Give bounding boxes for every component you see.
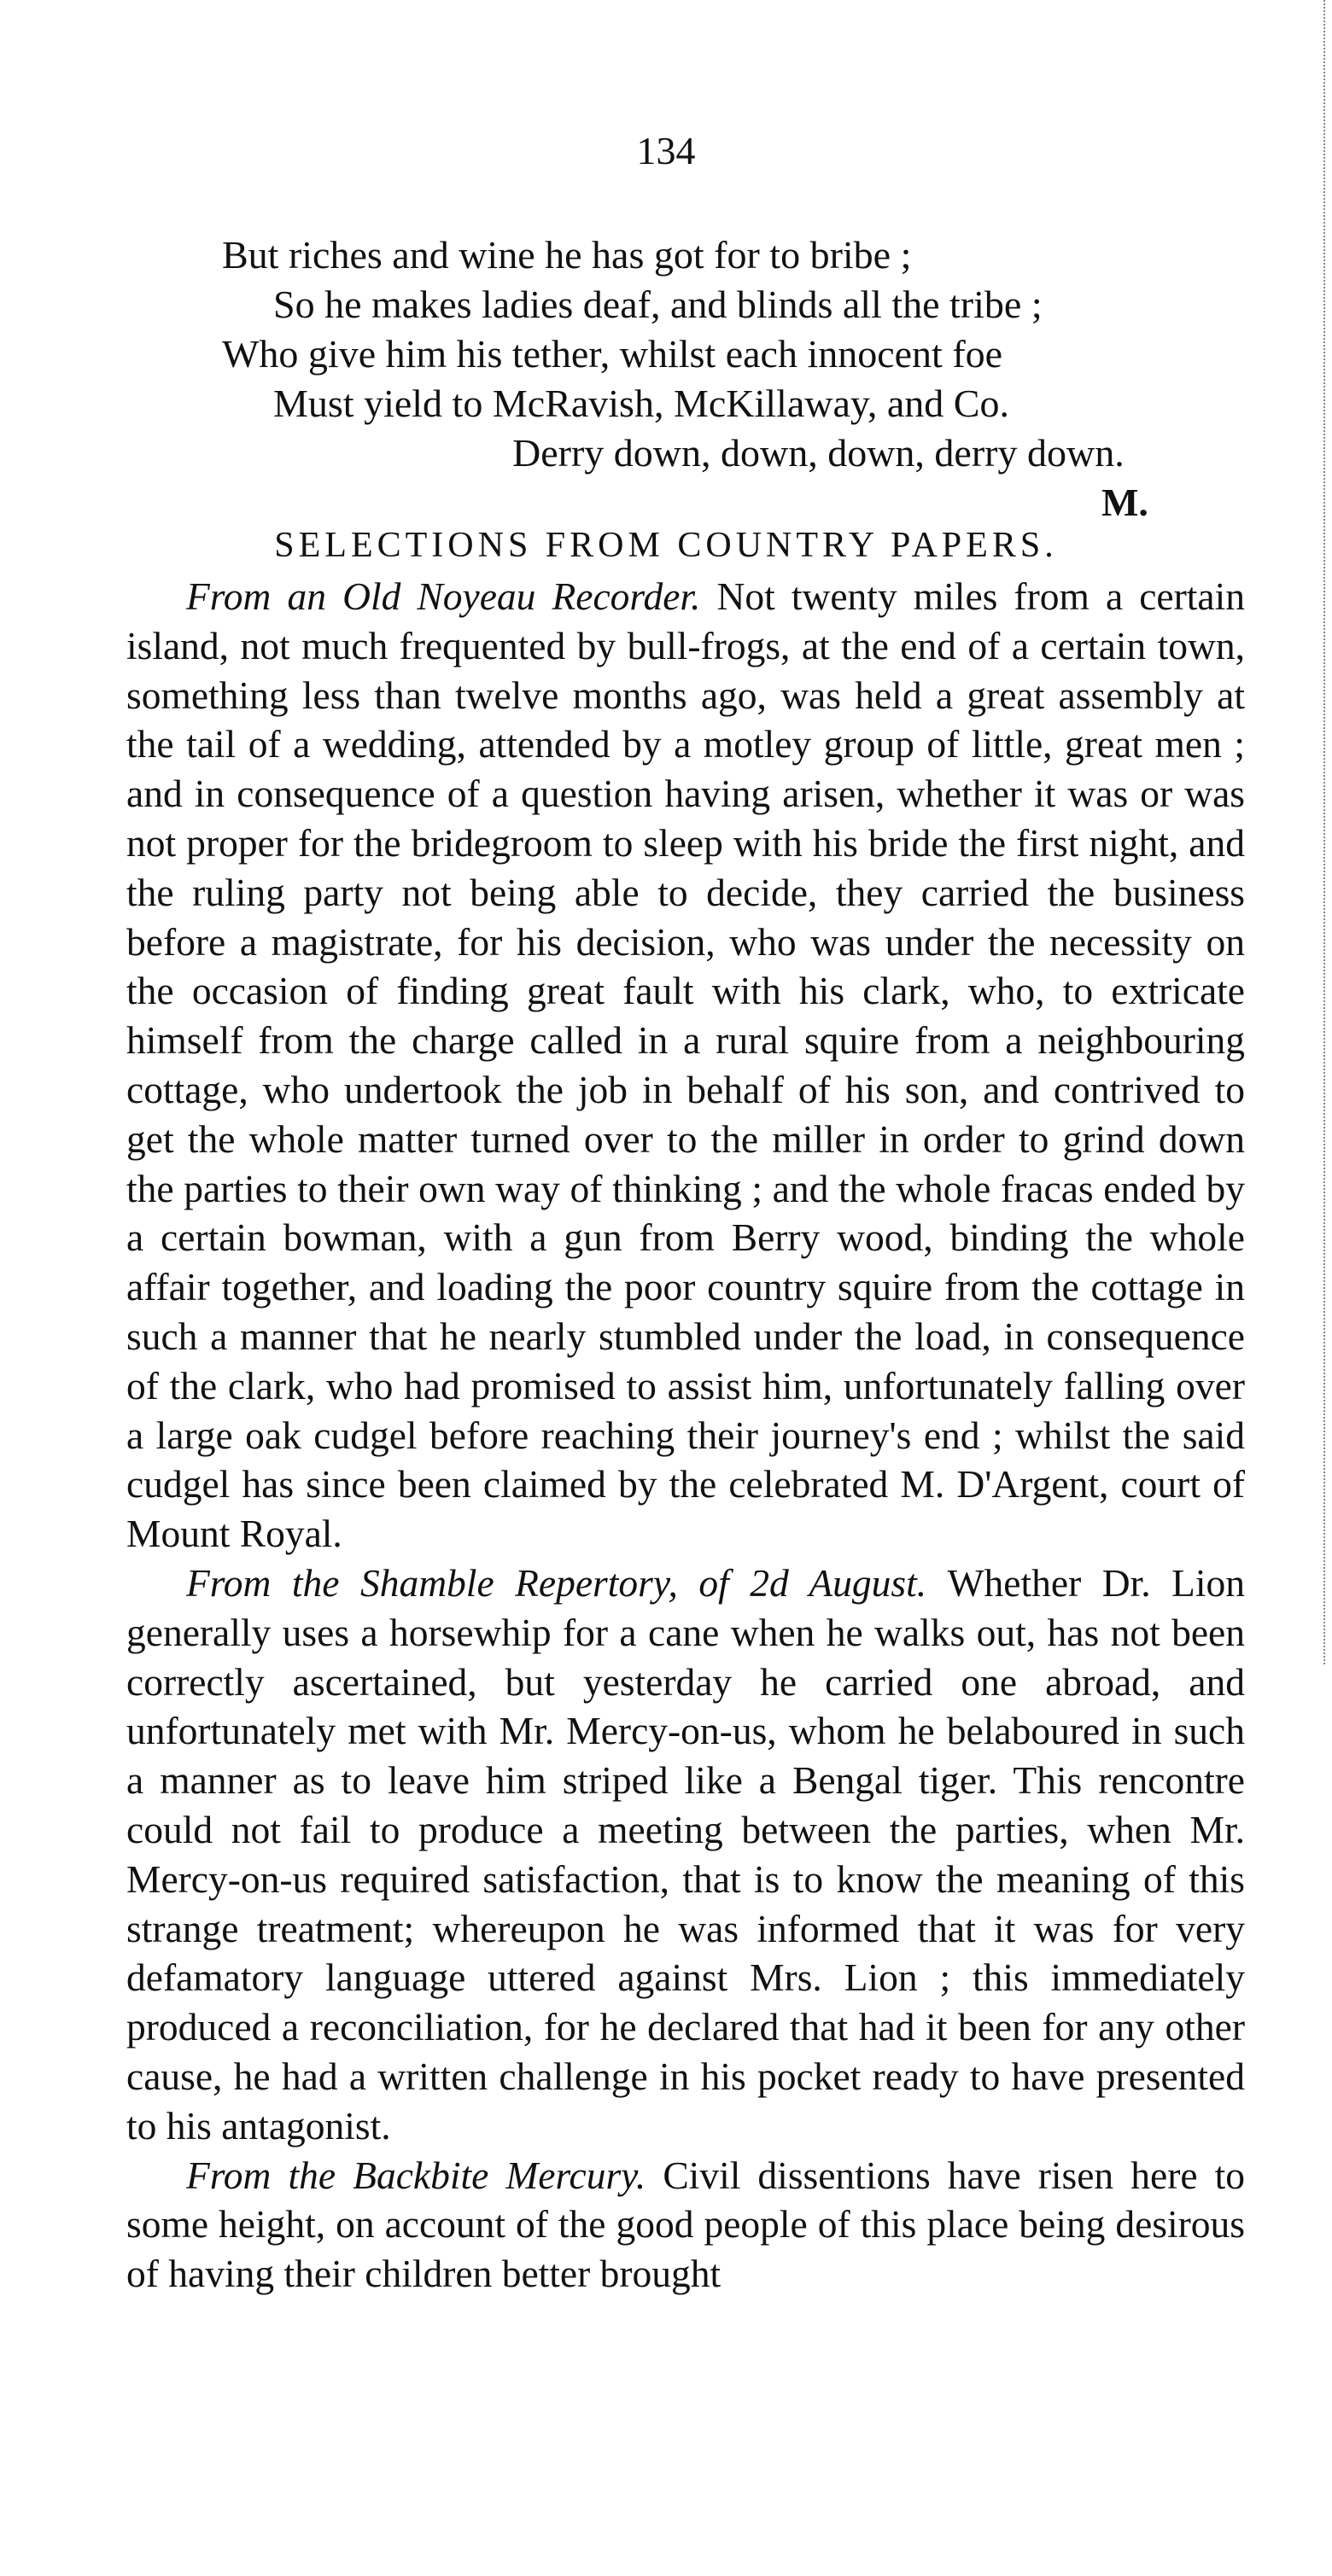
article-text: Whether Dr. Lion generally uses a horsewhip for a cane when he walks out, has not been correctly ascertained, but yesterday he carried one abroad, and unfortunately met with Mr. Mercy-on-us, whom he belaboured in such a manner as to leave him striped like a Bengal tiger. This rencontre could not fail to produce a meeting between the parties, when Mr. Mercy-on-us required satisfaction, that is to know the meaning of this strange treatment; whereupon he was informed that it was for very defamatory language uttered against Mrs. Lion ; this immediately produced a reconciliation, for he declared that had it been for any other cause, he had a written challenge in his pocket ready to have presented to his antagonist. xyxy=(126,1560,1245,2148)
article-source: From the Backbite Mercury. xyxy=(186,2153,663,2197)
section-heading: SELECTIONS FROM COUNTRY PAPERS. xyxy=(274,526,1058,565)
page-edge-decoration xyxy=(1321,0,1325,1664)
verse-block xyxy=(205,230,1247,527)
verse-line: But riches and wine he has got for to bribe ; xyxy=(222,233,912,277)
verse-line: Who give him his tether, whilst each innocent foe xyxy=(222,332,1003,376)
articles-body xyxy=(126,572,1245,2299)
article-paragraph xyxy=(126,1559,1245,2151)
verse-line: Must yield to McRavish, McKillaway, and Co. xyxy=(273,382,1009,425)
article-source: From an Old Noyeau Recorder. xyxy=(186,574,717,618)
verse-refrain: Derry down, down, down, derry down. xyxy=(512,431,1125,475)
page-number: 134 xyxy=(636,129,696,172)
verse-signature: M. xyxy=(1101,481,1148,524)
article-text: Not twenty miles from a certain island, not much frequented by bull-frogs, at the end of a certain town, something less than twelve months ago, was held a great assembly at the tail of a wedding, attended by a motley group of little, great men ; and in consequence of a question having arisen, whether it was or was not proper for the bridegroom to sleep with his bride the first night, and the ruling party not being able to decide, they carried the business before a magistrate, for his decision, who was under the necessity on the occasion of finding great fault with his clark, who, to extricate himself from the charge called in a rural squire from a neighbouring cottage, who undertook the job in behalf of his son, and contrived to get the whole matter turned over to the miller in order to grind down the parties to their own way of thinking ; and the whole fracas ended by a certain bowman, with a gun from Berry wood, binding the whole affair together, and loading the poor country squire from the cottage in such a manner that he nearly stumbled under the load, in consequence of the clark, who had promised to assist him, unfortunately falling over a large oak cudgel before reaching their journey's end ; whilst the said cudgel has since been claimed by the celebrated M. D'Argent, court of Mount Royal. xyxy=(126,574,1246,1556)
verse-line: So he makes ladies deaf, and blinds all the tribe ; xyxy=(273,283,1043,326)
article-source: From the Shamble Repertory, of 2d August. xyxy=(186,1560,948,1605)
article-paragraph xyxy=(126,2151,1245,2299)
article-text: Civil dissentions have risen here to some height, on account of the good people of this place being desirous of having their children better brought xyxy=(126,2153,1246,2296)
article-paragraph xyxy=(126,572,1245,1559)
